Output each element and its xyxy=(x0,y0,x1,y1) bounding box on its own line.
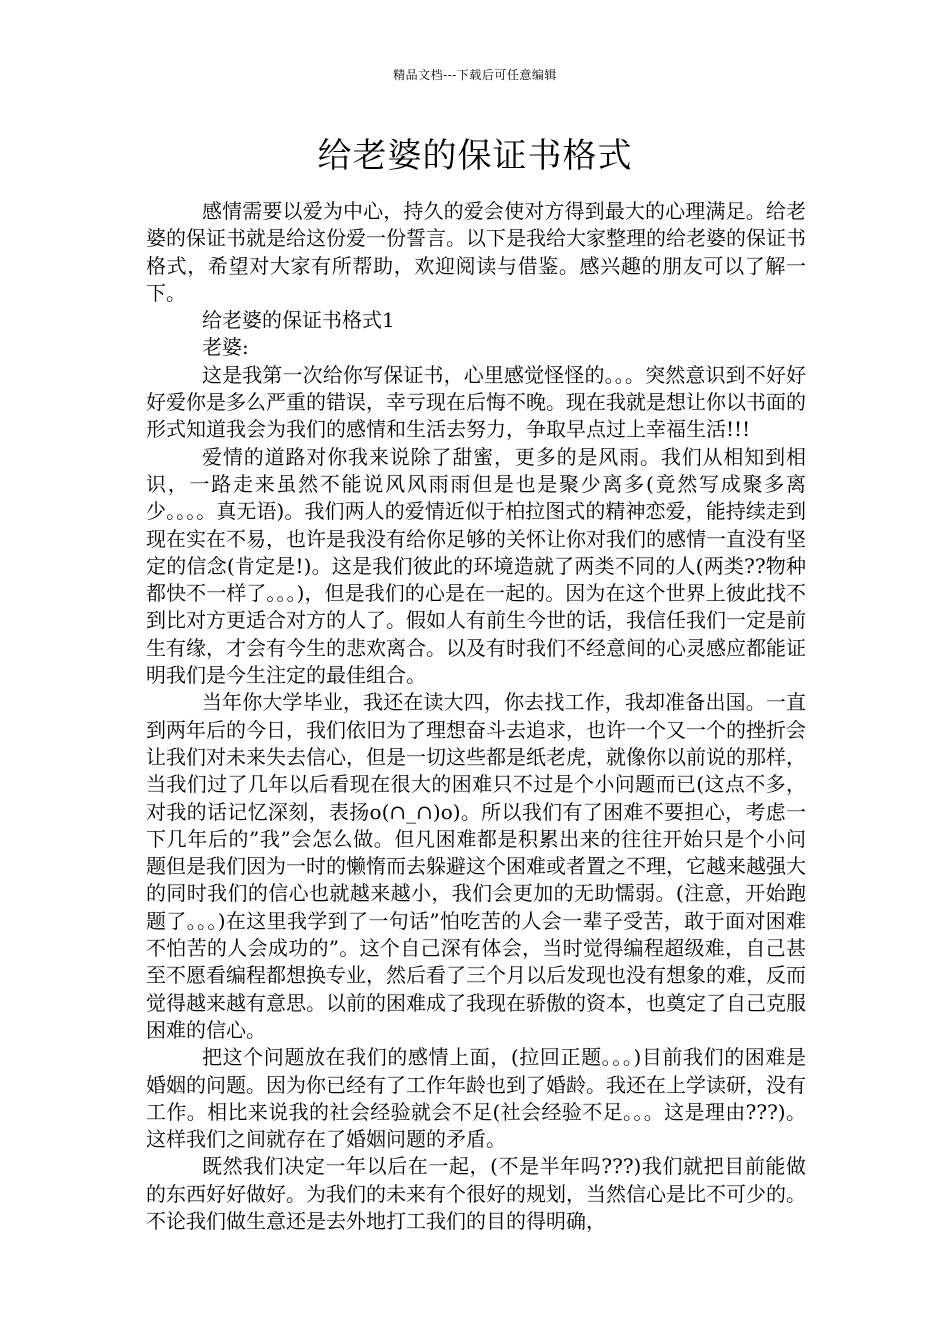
document-title: 给老婆的保证书格式 xyxy=(317,136,633,176)
paragraph: 把这个问题放在我们的感情上面，(拉回正题。。。)目前我们的困难是婚姻的问题。因为你已经有了工作年龄也到了婚龄。我还在上学读研，没有工作。相比来说我的社会经验就会不足(社会经验不足。。。这是理由???)。这样我们之间就存在了婚姻问题的矛盾。 xyxy=(146,1045,806,1152)
paragraph: 既然我们决定一年以后在一起，(不是半年吗???)我们就把目前能做的东西好好做好。为我们的未来有个很好的规划，当然信心是比不可少的。不论我们做生意还是去外地打工我们的目的得明确， xyxy=(146,1154,806,1233)
paragraph-intro: 感情需要以爱为中心，持久的爱会使对方得到最大的心理满足。给老婆的保证书就是给这份爱一份誓言。以下是我给大家整理的给老婆的保证书格式，希望对大家有所帮助，欢迎阅读与借鉴。感兴趣的朋友可以了解一下。 xyxy=(146,199,806,305)
paragraph: 爱情的道路对你我来说除了甜蜜，更多的是风雨。我们从相知到相识，一路走来虽然不能说风风雨雨但是也是聚少离多(竟然写成聚多离少。。。。真无语)。我们两人的爱情近似于柏拉图式的精神恋爱，能持续走到现在实在不易，也许是我没有给你足够的关怀让你对我们的感情一直没有坚定的信念(肯定是!)。这是我们彼此的环境造就了两类不同的人(两类??物种都快不一样了。。。)，但是我们的心是在一起的。因为在这个世界上彼此找不到比对方更适合对方的人了。假如人有前生今世的话，我信任我们一定是前生有缘，才会有今生的悲欢离合。以及有时我们不经意间的心灵感应都能证明我们是今生注定的最佳组合。 xyxy=(146,444,806,688)
header-note: 精品文档---下载后可任意编辑 xyxy=(393,68,557,82)
paragraph-subheading: 给老婆的保证书格式1 xyxy=(202,308,395,333)
document-body xyxy=(146,198,806,1235)
paragraph: 当年你大学毕业，我还在读大四，你去找工作，我却准备出国。一直到两年后的今日，我们依旧为了理想奋斗去追求，也许一个又一个的挫折会让我们对未来失去信心，但是一切这些都是纸老虎，就像你以前说的那样，当我们过了几年以后看现在很大的困难只不过是个小问题而已(这点不多，对我的话记忆深刻，表扬o(∩_∩)o)。所以我们有了困难不要担心，考虑一下几年后的”我”会怎么做。但凡困难都是积累出来的往往开始只是个小问题但是我们因为一时的懒惰而去躲避这个困难或者置之不理，它越来越强大的同时我们的信心也就越来越小，我们会更加的无助懦弱。(注意，开始跑题了。。。)在这里我学到了一句话”怕吃苦的人会一辈子受苦，敢于面对困难不怕苦的人会成功的”。这个自己深有体会，当时觉得编程超级难，自己甚至不愿看编程都想换专业，然后看了三个月以后发现也没有想象的难，反而觉得越来越有意思。以前的困难成了我现在骄傲的资本，也奠定了自己克服困难的信心。 xyxy=(146,690,806,1042)
paragraph: 这是我第一次给你写保证书，心里感觉怪怪的。。。突然意识到不好好好爱你是多么严重的错误，幸亏现在后悔不晚。现在我就是想让你以书面的形式知道我会为我们的感情和生活去努力，争取早点过上幸福生活!!! xyxy=(146,362,806,442)
paragraph-salutation: 老婆: xyxy=(202,335,249,360)
